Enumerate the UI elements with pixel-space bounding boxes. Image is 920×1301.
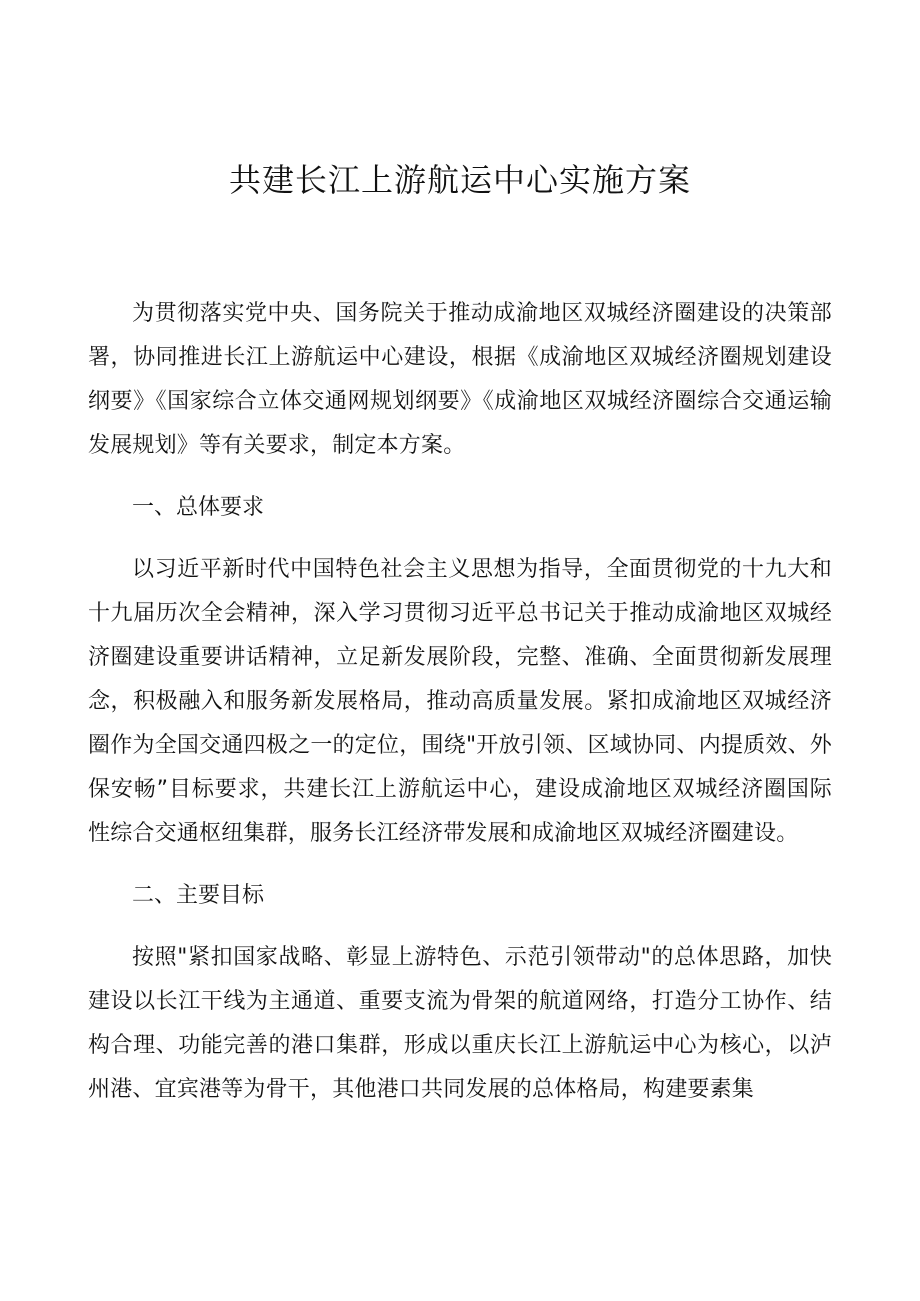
document-body bbox=[88, 292, 832, 1112]
section-heading-overall-requirements: 一、总体要求 bbox=[132, 495, 265, 520]
document-title: 共建长江上游航运中心实施方案 bbox=[228, 161, 691, 199]
intro-paragraph: 为贯彻落实党中央、国务院关于推动成渝地区双城经济圈建设的决策部署，协同推进长江上游航运中心建设，根据《成渝地区双城经济圈规划建设纲要》《国家综合立体交通网规划纲要》《成渝地区双城经济圈综合交通运输发展规划》等有关要求，制定本方案。 bbox=[88, 301, 832, 458]
section-body-main-goals: 按照"紧扣国家战略、彰显上游特色、示范引领带动"的总体思路，加快建设以长江干线为主通道、重要支流为骨架的航道网络，打造分工协作、结构合理、功能完善的港口集群，形成以重庆长江上游航运中心为核心，以泸州港、宜宾港等为骨干，其他港口共同发展的总体格局，构建要素集 bbox=[88, 945, 832, 1102]
section-body-overall-requirements: 以习近平新时代中国特色社会主义思想为指导，全面贯彻党的十九大和十九届历次全会精神，深入学习贯彻习近平总书记关于推动成渝地区双城经济圈建设重要讲话精神，立足新发展阶段，完整、准确、全面贯彻新发展理念，积极融入和服务新发展格局，推动高质量发展。紧扣成渝地区双城经济圈作为全国交通四极之一的定位，围绕"开放引领、区域协同、内提质效、外保安畅”目标要求，共建长江上游航运中心，建设成渝地区双城经济圈国际性综合交通枢纽集群，服务长江经济带发展和成渝地区双城经济圈建设。 bbox=[88, 557, 832, 846]
section-heading-main-goals: 二、主要目标 bbox=[132, 883, 265, 908]
